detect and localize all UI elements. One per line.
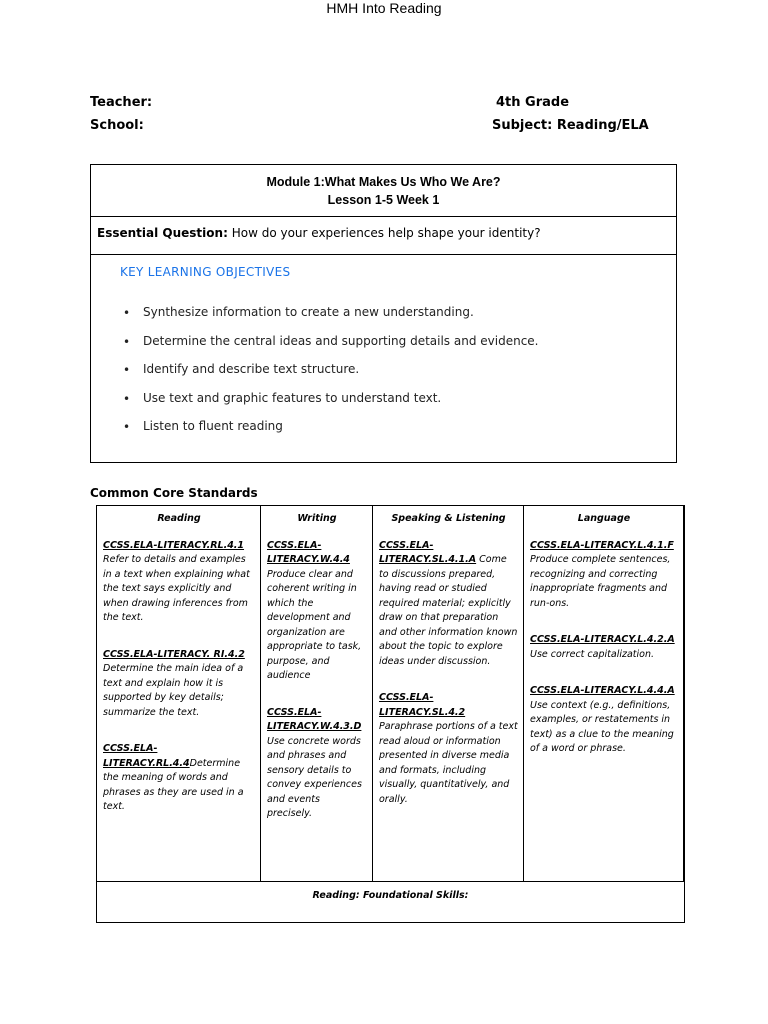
column-reading <box>97 506 261 881</box>
standard-code[interactable]: CCSS.ELA-LITERACY.SL.4.2 <box>379 692 466 718</box>
standard-item <box>530 539 678 612</box>
standard-code[interactable]: CCSS.ELA-LITERACY.W.4.4 <box>267 539 350 565</box>
objective-text: Use text and graphic features to understand text. <box>143 390 442 405</box>
objective-text: Identify and describe text structure. <box>143 362 360 376</box>
lesson-header <box>91 165 676 217</box>
bullet-icon: • <box>123 420 131 434</box>
standard-code[interactable]: CCSS.ELA-LITERACY.L.4.1.F <box>530 539 674 551</box>
essential-question-text: How do your experiences help shape your identity? <box>231 226 541 240</box>
standard-code[interactable]: CCSS.ELA-LITERACY.RL.4.4 <box>103 743 190 769</box>
objective-text: Determine the central ideas and supporting details and evidence. <box>143 333 539 348</box>
standard-item <box>530 684 678 757</box>
standard-text: Determine the meaning of words and phrases as they are used in a text. <box>103 757 244 812</box>
list-item <box>91 362 538 391</box>
standard-code[interactable]: CCSS.ELA-LITERACY.RL.4.1 <box>103 539 245 551</box>
standard-code[interactable]: CCSS.ELA-LITERACY.L.4.2.A <box>530 634 675 645</box>
module-title: Module 1:What Makes Us Who We Are? <box>266 175 501 189</box>
column-heading: Reading <box>157 513 201 524</box>
standard-item <box>267 539 367 684</box>
lesson-box <box>90 164 677 463</box>
objectives-list <box>91 305 538 448</box>
standard-code[interactable]: CCSS.ELA-LITERACY.SL.4.1.A <box>379 539 477 565</box>
standard-code[interactable]: CCSS.ELA-LITERACY.L.4.4.A <box>530 685 675 696</box>
school-label: School: <box>90 118 144 133</box>
column-speaking-listening <box>373 506 524 881</box>
standard-text: Produce clear and coherent writing in which the development and organization are appropriate to task, purpose, and audience <box>267 568 362 681</box>
list-item <box>91 305 538 334</box>
teacher-label: Teacher: <box>90 95 153 110</box>
objective-text: Synthesize information to create a new understanding. <box>143 305 474 319</box>
objective-text: Listen to fluent reading <box>143 419 283 433</box>
standard-item <box>103 539 255 626</box>
lesson-week: Lesson 1-5 Week 1 <box>327 193 440 207</box>
list-item <box>91 391 538 420</box>
column-heading: Language <box>577 513 631 524</box>
standard-item <box>103 742 255 815</box>
foundational-skills-row: Reading: Foundational Skills: <box>97 881 684 922</box>
standard-text: Use concrete words and phrases and sensory details to convey experiences and events precisely. <box>267 735 362 819</box>
bullet-icon: • <box>123 334 131 349</box>
standard-text: Paraphrase portions of a text read aloud or information presented in diverse media and formats, including visually, quantitatively, and orally. <box>379 721 518 805</box>
column-heading: Writing <box>297 513 337 524</box>
standard-item <box>379 539 518 670</box>
document-title: HMH Into Reading <box>326 0 442 16</box>
standard-text: Determine the main idea of a text and explain how it is supported by key details; summarize the text. <box>103 663 244 718</box>
standard-text: Refer to details and examples in a text when explaining what the text says explicitly and when drawing inferences from the text. <box>103 554 250 623</box>
bullet-icon: • <box>123 363 131 377</box>
essential-question-label: Essential Question: <box>97 226 228 240</box>
standard-item <box>379 691 518 807</box>
list-item <box>91 334 538 363</box>
objectives-title: KEY LEARNING OBJECTIVES <box>120 265 291 279</box>
standard-text: Come to discussions prepared, having read or studied required material; explicitly draw on that preparation and other information known about the topic to explore ideas under discussion. <box>379 554 518 667</box>
bullet-icon: • <box>123 306 131 320</box>
standards-title: Common Core Standards <box>90 486 258 500</box>
standard-text: Use context (e.g., definitions, examples, or restatements in text) as a clue to the meaning of a word or phrase. <box>530 699 674 754</box>
grade-label: 4th Grade <box>496 95 570 110</box>
essential-question <box>91 217 676 255</box>
standard-text: Use correct capitalization. <box>530 648 654 660</box>
column-writing <box>261 506 373 881</box>
standard-item <box>530 633 678 662</box>
column-heading: Speaking & Listening <box>391 513 506 524</box>
bullet-icon: • <box>123 391 131 406</box>
standards-table <box>96 505 685 923</box>
standard-item <box>103 648 255 721</box>
subject-label: Subject: Reading/ELA <box>492 118 649 133</box>
standard-item <box>267 706 367 822</box>
standard-code[interactable]: CCSS.ELA-LITERACY.W.4.3.D <box>267 706 362 732</box>
standard-code[interactable]: CCSS.ELA-LITERACY. RI.4.2 <box>103 648 245 660</box>
column-language <box>524 506 684 881</box>
standard-text: Produce complete sentences, recognizing and correcting inappropriate fragments and run-ons. <box>530 554 671 609</box>
list-item <box>91 419 538 448</box>
